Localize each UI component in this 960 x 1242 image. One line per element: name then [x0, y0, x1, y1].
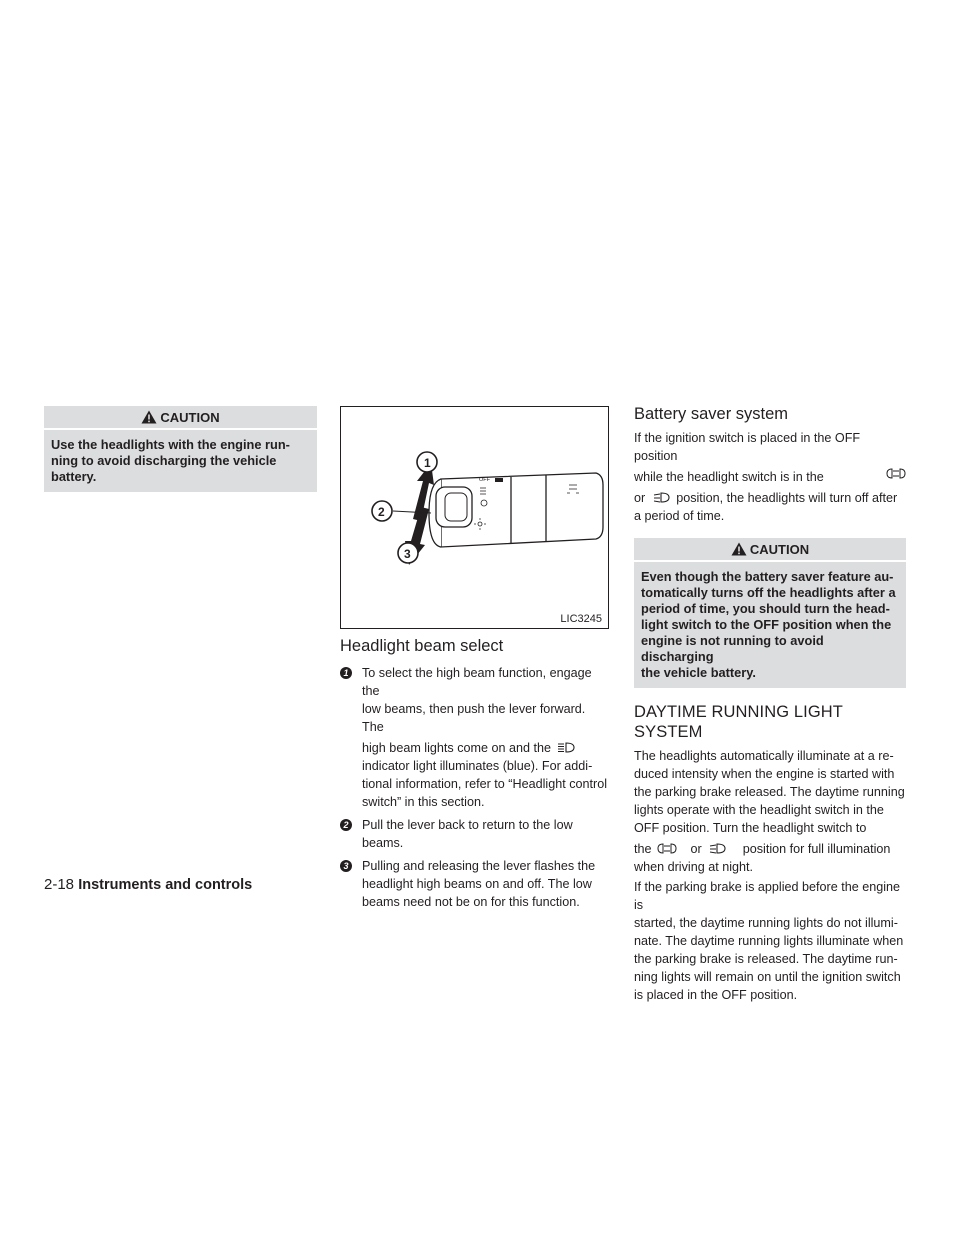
- list-item: 3 Pulling and releasing the lever flashes the headlight high beams on and off. The low beams need not be on for this function.: [340, 857, 610, 911]
- svg-text:1: 1: [424, 456, 431, 470]
- battery-saver-title: Battery saver system: [634, 405, 789, 423]
- high-beam-icon: [707, 843, 727, 854]
- drl-title: DAYTIME RUNNING LIGHT SYSTEM: [634, 703, 843, 741]
- caution-heading: CAUTION: [44, 406, 317, 428]
- right-caution-box: [634, 538, 906, 688]
- section-title: Headlight beam select: [340, 637, 504, 655]
- page-number: 2-18: [44, 876, 75, 893]
- caution-text: Use the headlights with the engine run- ning to avoid discharging the vehicle battery.: [51, 437, 290, 484]
- right-column: [634, 404, 906, 1004]
- drl-paragraph-1: The headlights automatically illuminate at a re- duced intensity when the engine is started with the parking brake released. The daytime running lights operate with the headlight switch in the OFF position. Turn the headlight switch to the or position for full illumination when driving at night.: [634, 749, 905, 874]
- left-caution-box: [44, 406, 317, 492]
- caution-heading: CAUTION: [634, 538, 906, 560]
- figure-id: LIC3245: [560, 613, 602, 625]
- warning-triangle-icon: [141, 410, 157, 424]
- high-beam-icon: [557, 742, 575, 753]
- list-item: 2 Pull the lever back to return to the low beams.: [340, 816, 610, 852]
- headlight-position-icon: [657, 843, 677, 854]
- warning-triangle-icon: [731, 542, 747, 556]
- svg-text:3: 3: [404, 547, 411, 561]
- drl-paragraph-2: If the parking brake is applied before the engine is started, the daytime running lights do not illumi- nate. The daytime running lights illuminate when the parking brake is released. The daytime run- ning lights will remain on until the ignition switch is placed in the OFF position.: [634, 880, 904, 1002]
- list-item: 1 To select the high beam function, engage the low beams, then push the lever forward. The high beam lights come on and the indicator light illuminates (blue). For addi- tional information, refer to “Headlight control switch” in this section.: [340, 664, 610, 811]
- headlight-position-icon: [886, 468, 906, 479]
- section-name: Instruments and controls: [78, 877, 253, 893]
- headlight-beam-section: [340, 636, 610, 911]
- switch-label-off: OFF: [479, 477, 490, 483]
- high-beam-icon: [651, 492, 671, 503]
- battery-saver-text: If the ignition switch is placed in the OFF position while the headlight switch is in the or position, the headlights will turn off after a period of time.: [634, 429, 906, 525]
- headlight-lever-figure: [340, 406, 609, 629]
- page-footer: [44, 876, 252, 893]
- caution-text: Even though the battery saver feature au- tomatically turns off the headlights after a period of time, you should turn the head- light switch to the OFF position when the engine is not running to avoid discharging the vehicle battery.: [641, 569, 896, 680]
- lever-illustration: [341, 407, 608, 628]
- svg-text:2: 2: [378, 505, 385, 519]
